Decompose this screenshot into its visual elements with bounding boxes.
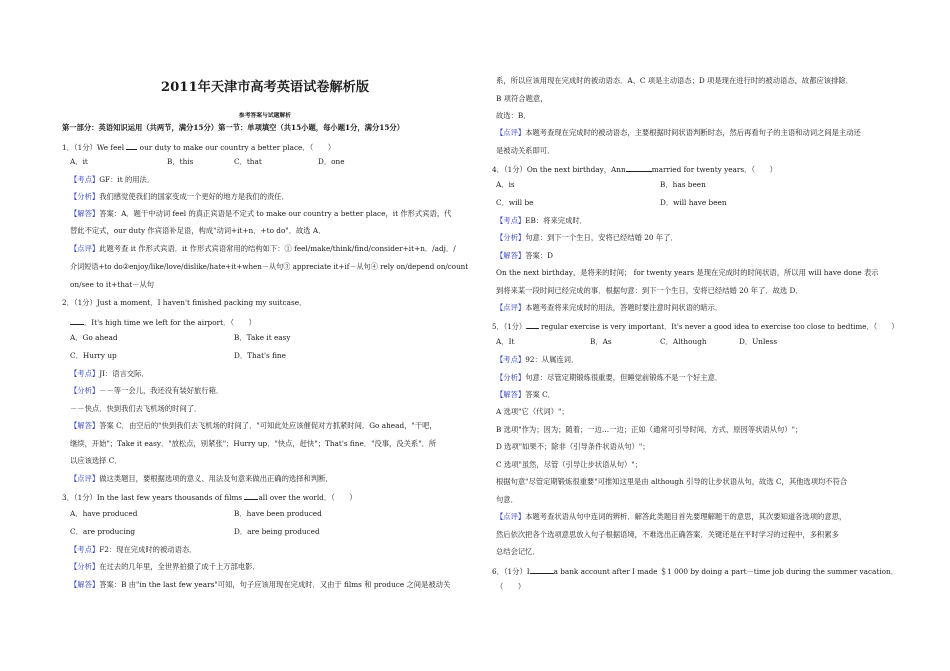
question-6: 6．（1分）I a bank account after I made ＄1 000 by doing a part－time job during the summer vacation． <box>492 567 899 576</box>
q5-dianping: 【点评】本题考查状语从句中连词的辨析．解答此类题目首先要理解题干的意思，其次要知道各选项的意思， <box>496 512 847 521</box>
q4-fenxi: 【分析】句意：到下一个生日，安将已经结婚 20 年了． <box>496 233 678 242</box>
q5-jieda-b: B 选项"作为；因为；随着；一边…一边；正如（通常可引导时间、方式、原因等状语从句）"； <box>496 425 803 434</box>
q2-jieda-cont: 继续，开始"；Take it easy．"放松点，别紧张"；Hurry up．"快点，赶快"；That's fine．"没事，没关系"．所 <box>70 439 437 448</box>
q5-option-c: C．Although <box>660 337 707 346</box>
q4-jieda-cont2: 到将来某一段时间已经完成的事．根据句意：到下一个生日，安将已经结婚 20 年了．故选 D． <box>496 286 803 295</box>
q5-jieda-reason: 根据句意"尽管定期锻炼很重要"可推知这里是由 although 引导的让步状语从句，故选 C，其他选项均不符合 <box>496 477 848 486</box>
q3-option-b: B．have been produced <box>234 509 322 518</box>
q2-kaodian: 【考点】JI：语言交际． <box>70 369 149 378</box>
q2-option-c: C．Hurry up <box>70 351 117 360</box>
q4-jieda-cont: On the next birthday，是将来的时间； for twenty years 是现在完成时的时间状语，所以用 will have done 表示 <box>496 268 879 277</box>
q1-fenxi: 【分析】我们感觉使我们的国家变成一个更好的地方是我们的责任． <box>70 192 289 201</box>
q5-option-a: A．It <box>496 337 515 346</box>
q4-option-d: D．will have been <box>660 198 727 207</box>
q3-kaodian: 【考点】F2：现在完成时的被动语态． <box>70 545 197 554</box>
q2-fenxi-cont: －－快点．快到我们去飞机场的时间了． <box>70 404 202 413</box>
q2-jieda: 【解答】答案 C．由空后的"快到我们去飞机场的时间了．"可知此处应该催促对方抓紧时间．Go ahead，"干吧， <box>70 421 437 430</box>
q2-dianping: 【点评】做这类题目，要根据选项的意义、用法及句意来做出正确的选择和判断． <box>70 474 333 483</box>
q4-option-c: C．will be <box>496 198 534 207</box>
q2-fenxi: 【分析】－－等一会儿，我还没有装好旅行箱． <box>70 386 224 395</box>
q1-dianping-cont2: on/see to it+that－从句 <box>70 280 155 289</box>
answer-blank <box>70 316 84 325</box>
answer-blank <box>530 565 554 574</box>
question-3: 3．（1分）In the last few years thousands of films all over the world．（ ） <box>62 493 357 502</box>
q5-kaodian: 【考点】92：从属连词． <box>496 355 579 364</box>
q3-option-a: A．have produced <box>70 509 138 518</box>
question-5: 5．（1分） regular exercise is very important．It's never a good idea to exercise too close to bedtime．（ ） <box>492 322 899 331</box>
q3-dianping-cont: 是被动关系即可． <box>496 146 555 155</box>
q5-option-d: D．Unless <box>739 337 778 346</box>
q1-option-a: A．it <box>70 157 88 166</box>
q1-dianping: 【点评】此题考查 it 作形式宾语．it 作形式宾语常用的结构如下：① feel/make/think/find/consider+it+n．/adj．/ <box>70 244 456 253</box>
q3-option-d: D．are being produced <box>234 527 320 536</box>
q5-fenxi: 【分析】句意：尽管定期锻炼很重要，但睡觉前锻炼不是一个好主意． <box>496 373 723 382</box>
question-1: 1．（1分）We feel our duty to make our country a better place．（ ） <box>62 143 336 152</box>
q3-jieda-cont2: B 项符合题意， <box>496 94 548 103</box>
q2-option-b: B．Take it easy <box>234 333 291 342</box>
q3-jieda-cont: 系，所以应该用现在完成时的被动语态．A、C 项是主动语态；D 项是现在进行时的被动语态，故都应该排除． <box>496 76 853 85</box>
q2-jieda-cont2: 以应该选择 C． <box>70 456 122 465</box>
q4-option-a: A．is <box>496 180 515 189</box>
q1-option-d: D．one <box>318 157 345 166</box>
q3-jieda: 【解答】答案：B 由"in the last few years"可知，句子应该用现在完成时．又由于 films 和 produce 之间是被动关 <box>70 580 451 589</box>
q3-fenxi: 【分析】在过去的几年里，全世界拍摄了成千上万部电影． <box>70 562 260 571</box>
answer-blank <box>526 320 539 329</box>
q3-jieda-cont3: 故选：B． <box>496 111 531 120</box>
q5-jieda-reason-cont: 句意． <box>496 495 518 504</box>
q2-option-a: A．Go ahead <box>70 333 118 342</box>
q5-option-b: B．As <box>590 337 612 346</box>
q1-jieda-cont: 替此不定式，our duty 作宾语补足语，构成"动词+it+n．+to do"．故选 A． <box>70 226 326 235</box>
q4-kaodian: 【考点】EB：将来完成时． <box>496 216 587 225</box>
document-title: 2011年天津市高考英语试卷解析版 <box>160 80 370 95</box>
q1-option-b: B．this <box>167 157 194 166</box>
section-heading: 第一部分：英语知识运用（共两节，满分15分）第一节：单项填空（共15小题，每小题1分，满分15分） <box>62 123 405 132</box>
q5-jieda-c: C 选项"虽然，尽管（引导让步状语从句）"； <box>496 460 642 469</box>
q1-jieda: 【解答】答案：A．题干中动词 feel 的真正宾语是不定式 to make our country a better place，it 作形式宾语，代 <box>70 209 452 218</box>
q1-option-c: C．that <box>234 157 262 166</box>
q4-dianping: 【点评】本题考查将来完成时的用法，答题时要注意时间状语的暗示． <box>496 303 723 312</box>
question-4: 4．（1分）On the next birthday，Ann married for twenty years．（ ） <box>492 165 777 174</box>
answer-blank <box>244 491 258 500</box>
q1-kaodian: 【考点】GF：it 的用法． <box>70 175 155 184</box>
question-2: 2．（1分）Just a moment．I haven't finished packing my suitcase． <box>62 298 307 307</box>
q3-option-c: C．are producing <box>70 527 136 536</box>
answer-blank <box>126 141 137 150</box>
q1-dianping-cont: 介词短语+to do②enjoy/like/love/dislike/hate+it+when－从句③ appreciate it+if－从句④ rely on/depend on/count <box>70 262 469 271</box>
q2-option-d: D．That's fine <box>234 351 286 360</box>
q5-jieda-d: D 选项"如果不；除非（引导条件状语从句）"； <box>496 442 650 451</box>
document-subtitle: 参考答案与试题解析 <box>238 113 292 119</box>
q5-jieda-a: A 选项"它（代词）"； <box>496 407 569 416</box>
q4-jieda: 【解答】答案：D <box>496 251 553 260</box>
q4-option-b: B．has been <box>660 180 706 189</box>
answer-blank <box>626 163 652 172</box>
q5-dianping-cont: 然后依次把各个选项意思放入句子根据语境，不难选出正确答案．关键还是在平时学习的过程中，多积累多 <box>496 530 839 539</box>
q3-dianping: 【点评】本题考查现在完成时的被动语态，主要根据时间状语判断时态，然后再看句子的主语和动词之间是主动还 <box>496 128 861 137</box>
q5-dianping-cont2: 总结会记忆． <box>496 547 540 556</box>
q5-jieda: 【解答】答案 C． <box>496 390 555 399</box>
question-2-cont: ．It's high time we left for the airport．（ ） <box>70 316 256 328</box>
question-6-cont: （ ） <box>496 582 526 591</box>
